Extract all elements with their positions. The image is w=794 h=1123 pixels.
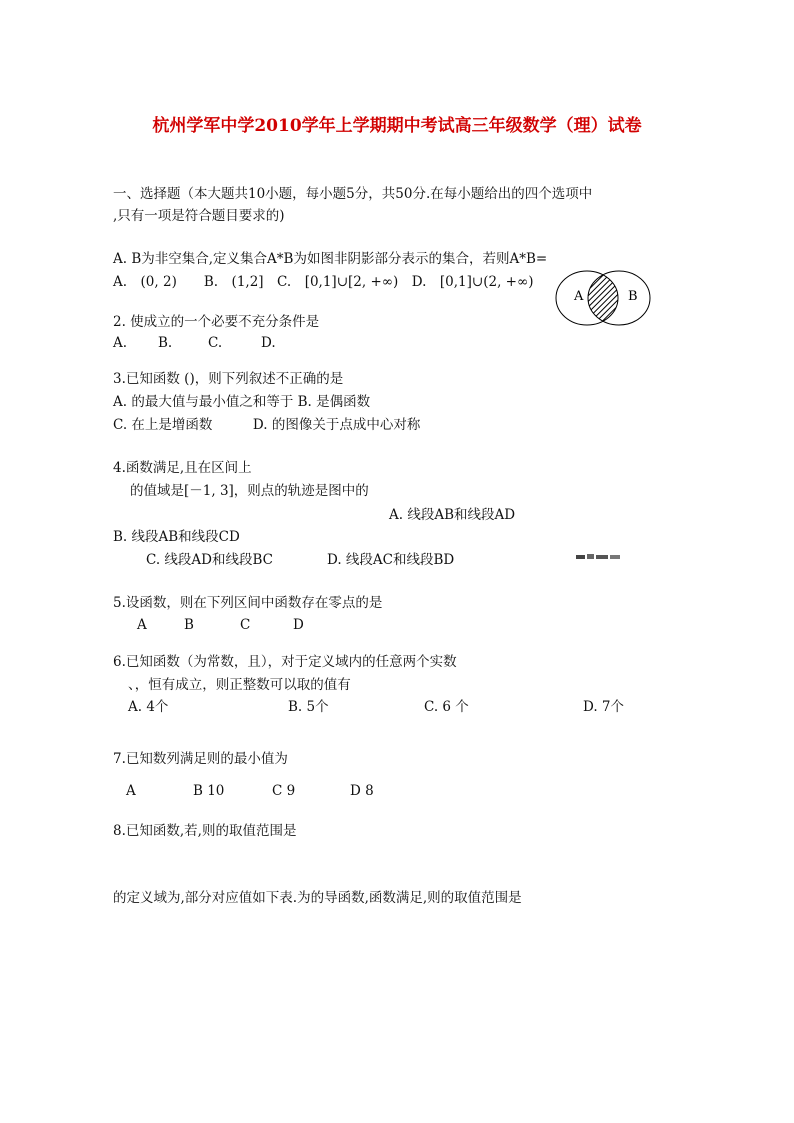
- q7-stem: 7.已知数列满足则的最小值为: [113, 751, 288, 767]
- q9-stem: 的定义域为,部分对应值如下表.为的导函数,函数满足,则的取值范围是: [113, 890, 522, 906]
- q7-option-c: C 9: [272, 783, 296, 799]
- q8-stem: 8.已知函数,若,则的取值范围是: [113, 823, 297, 839]
- q5-option-a: A: [137, 617, 147, 633]
- q4-option-a: A. 线段AB和线段AD: [389, 507, 516, 523]
- q6-stem: 6.已知函数（为常数，且），对于定义域内的任意两个实数: [113, 654, 457, 670]
- q3-stem: 3.已知函数 ()，则下列叙述不正确的是: [113, 371, 344, 387]
- q2-option-b: B.: [158, 335, 173, 351]
- q4-option-b: B. 线段AB和线段CD: [113, 529, 240, 545]
- section-instructions-line2: ,只有一项是符合题目要求的): [113, 208, 285, 224]
- q2-option-c: C.: [208, 335, 223, 351]
- q3-line3: C. 在上是增函数 D. 的图像关于点成中心对称: [113, 417, 421, 433]
- exam-title: 杭州学军中学2010学年上学期期中考试高三年级数学（理）试卷: [152, 116, 642, 136]
- q3-line2: A. 的最大值与最小值之和等于 B. 是偶函数: [113, 394, 371, 410]
- q7-option-b: B 10: [193, 783, 225, 799]
- q4-line2: 的值域是[－1, 3]，则点的轨迹是图中的: [130, 483, 369, 499]
- q5-option-d: D: [293, 617, 304, 633]
- q1-stem: A. B为非空集合,定义集合A*B为如图非阴影部分表示的集合，若则A*B=: [113, 251, 548, 267]
- q4-stem: 4.函数满足,且在区间上: [113, 460, 252, 476]
- small-figure-image: [576, 550, 626, 564]
- q7-option-d: D 8: [350, 783, 374, 799]
- q5-stem: 5.设函数，则在下列区间中函数存在零点的是: [113, 595, 383, 611]
- q6-option-d: D. 7个: [583, 699, 625, 715]
- q5-option-b: B: [184, 617, 194, 633]
- venn-label-b: B: [628, 289, 638, 304]
- venn-diagram: [553, 268, 653, 328]
- q4-options-cd: C. 线段AD和线段BC D. 线段AC和线段BD: [146, 552, 455, 568]
- q2-option-a: A.: [113, 335, 128, 351]
- q6-option-b: B. 5个: [288, 699, 329, 715]
- q5-option-c: C: [240, 617, 251, 633]
- q6-line2: 、，恒有成立，则正整数可以取的值有: [128, 677, 351, 693]
- q2-option-d: D.: [261, 335, 276, 351]
- q7-option-a: A: [126, 783, 136, 799]
- q6-option-c: C. 6 个: [424, 699, 469, 715]
- section-instructions-line1: 一、选择题（本大题共10小题，每小题5分，共50分.在每小题给出的四个选项中: [113, 186, 593, 202]
- q2-stem: 2. 使成立的一个必要不充分条件是: [113, 314, 320, 330]
- q6-option-a: A. 4个: [128, 699, 169, 715]
- venn-label-a: A: [574, 289, 584, 304]
- q1-options: A. (0, 2) B. (1,2] C. [0,1]∪[2, +∞) D. [0,1]∪(2, +∞): [113, 274, 534, 290]
